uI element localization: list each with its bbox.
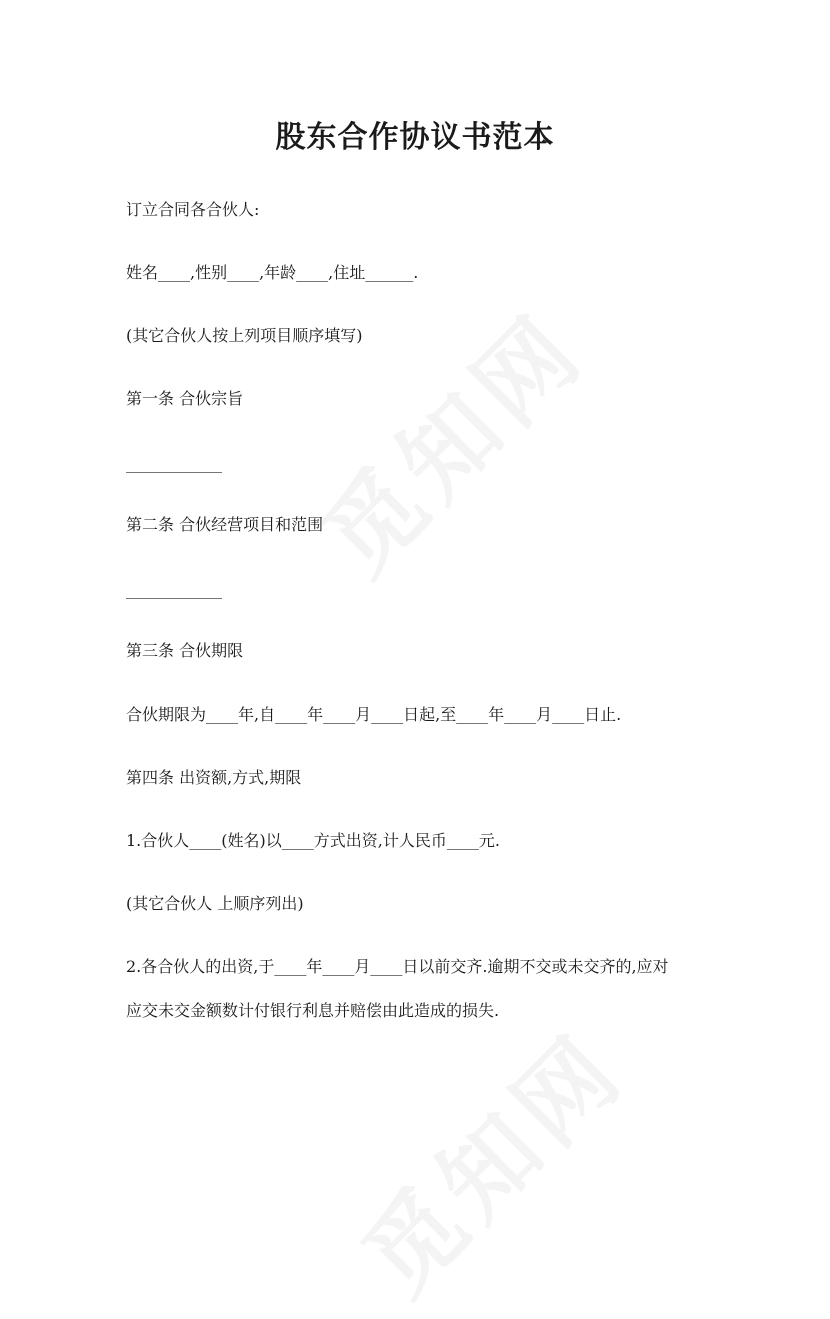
paragraph-parties: 订立合同各合伙人: (126, 200, 260, 219)
article-4-heading: 第四条 出资额,方式,期限 (126, 768, 302, 787)
article-2-blank: ____________ (126, 580, 222, 599)
article-4-item-1: 1.合伙人____(姓名)以____方式出资,计人民币____元. (126, 831, 500, 850)
article-4-item-2: 2.各合伙人的出资,于____年____月____日以前交齐.逾期不交或未交齐的,应对 (126, 957, 669, 976)
document-title: 股东合作协议书范本 (275, 120, 555, 155)
watermark (328, 998, 650, 1319)
article-3-heading: 第三条 合伙期限 (126, 641, 244, 660)
article-4-note: (其它合伙人 上顺序列出) (126, 894, 304, 913)
paragraph-partner-info: 姓名____,性别____,年龄____,住址______. (126, 263, 419, 282)
article-3-term: 合伙期限为____年,自____年____月____日起,至____年____月____日止. (126, 705, 622, 724)
article-1-blank: ____________ (126, 454, 222, 473)
article-1-heading: 第一条 合伙宗旨 (126, 389, 244, 408)
article-4-item-2-cont: 应交未交金额数计付银行利息并赔偿由此造成的损失. (126, 1001, 500, 1020)
paragraph-note-other-partners: (其它合伙人按上列项目顺序填写) (126, 326, 363, 345)
article-2-heading: 第二条 合伙经营项目和范围 (126, 515, 324, 534)
